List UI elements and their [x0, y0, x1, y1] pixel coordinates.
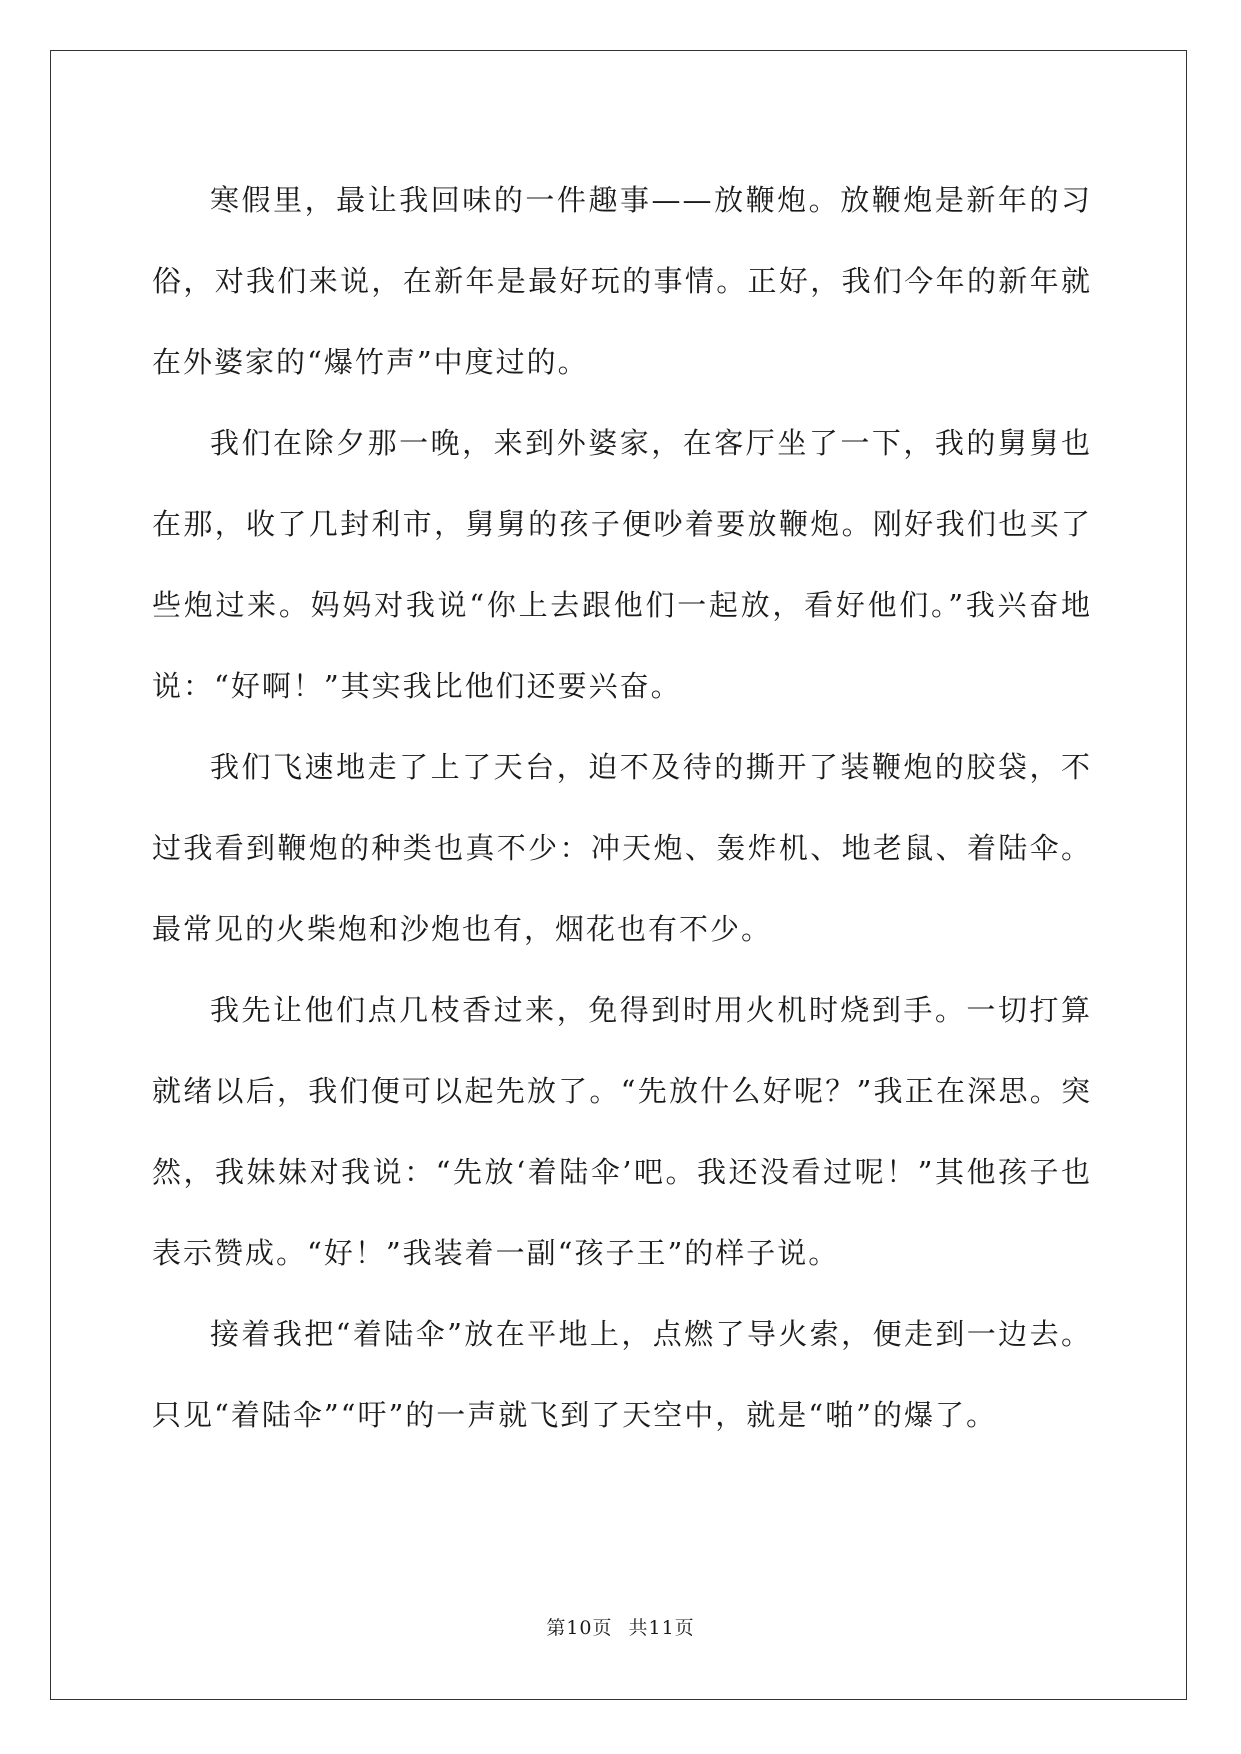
document-body [152, 160, 1092, 1456]
paragraph: 寒假里，最让我回味的一件趣事——放鞭炮。放鞭炮是新年的习俗，对我们来说，在新年是最好玩的事情。正好，我们今年的新年就在外婆家的“爆竹声”中度过的。 [152, 183, 1092, 379]
paragraph: 我们在除夕那一晚，来到外婆家，在客厅坐了一下，我的舅舅也在那，收了几封利市，舅舅的孩子便吵着要放鞭炮。刚好我们也买了些炮过来。妈妈对我说“你上去跟他们一起放，看好他们。”我兴奋地说：“好啊！”其实我比他们还要兴奋。 [152, 426, 1092, 703]
page-footer [0, 1613, 1241, 1640]
current-page-number: 第10页 [546, 1617, 613, 1639]
total-page-count: 共11页 [628, 1617, 695, 1639]
paragraph: 我们飞速地走了上了天台，迫不及待的撕开了装鞭炮的胶袋，不过我看到鞭炮的种类也真不少：冲天炮、轰炸机、地老鼠、着陆伞。最常见的火柴炮和沙炮也有，烟花也有不少。 [152, 750, 1092, 946]
paragraph: 我先让他们点几枝香过来，免得到时用火机时烧到手。一切打算就绪以后，我们便可以起先放了。“先放什么好呢？”我正在深思。突然，我妹妹对我说：“先放‘着陆伞’吧。我还没看过呢！”其他孩子也表示赞成。“好！”我装着一副“孩子王”的样子说。 [152, 993, 1092, 1270]
paragraph: 接着我把“着陆伞”放在平地上，点燃了导火索，便走到一边去。只见“着陆伞”“吁”的一声就飞到了天空中，就是“啪”的爆了。 [152, 1317, 1092, 1432]
